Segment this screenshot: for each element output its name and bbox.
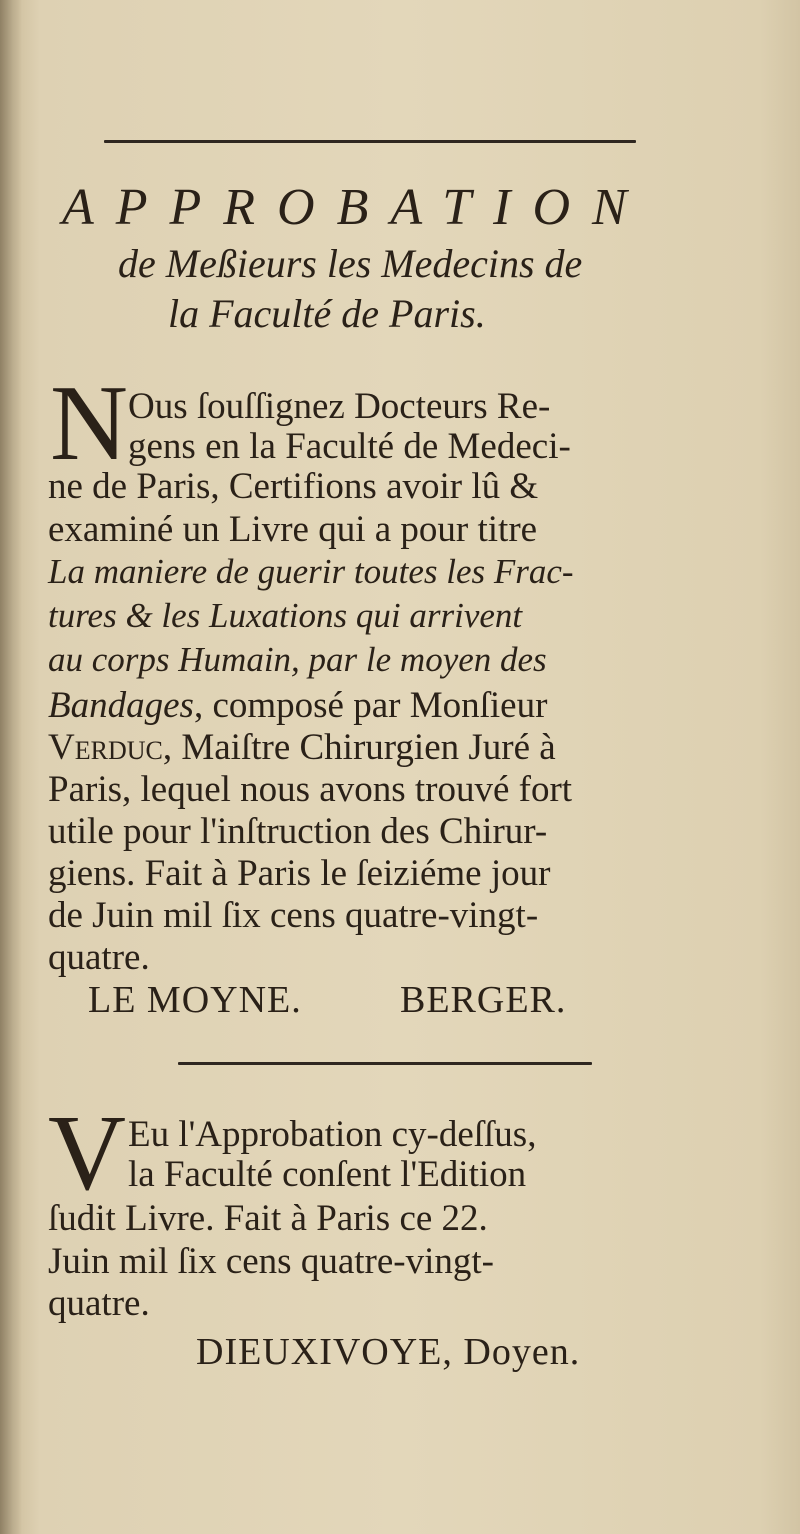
approbation-line-2: gens en la Faculté de Medeci- [128,426,571,467]
faculty-line-2: la Faculté conſent l'Edition [128,1154,527,1195]
page-gutter [0,0,22,1534]
signature-berger: BERGER. [400,979,567,1021]
middle-rule [178,1062,592,1065]
approbation-line-4: examiné un Livre qui a pour titre [48,509,538,550]
approbation-line-11: utile pour l'inſtruction des Chirur- [48,811,548,852]
approbation-subtitle-line2: la Faculté de Paris. [168,291,486,336]
faculty-line-3: ſudit Livre. Fait à Paris ce 22. [48,1198,488,1239]
approbation-line-12: giens. Fait à Paris le ſeiziéme jour [48,853,551,894]
faculty-dropcap: V [48,1094,126,1213]
approbation-heading: APPROBATION [62,179,649,236]
approbation-line-9 [48,726,648,769]
approbation-line-10: Paris, lequel nous avons trouvé fort [48,769,573,810]
approbation-line-5: La maniere de guerir toutes les Frac- [48,552,574,591]
book-title-end: Bandages [48,685,194,726]
approbation-line-6: tures & les Luxations qui arrivent [48,596,523,635]
approbation-line-8-text: , composé par Monſieur [193,685,548,726]
top-rule [104,140,636,143]
approbation-line-8 [48,684,648,727]
faculty-line-5: quatre. [48,1283,150,1324]
approbation-line-1: Ous ſouſſignez Docteurs Re- [128,386,551,427]
approbation-line-3: ne de Paris, Certifions avoir lû & [48,466,539,507]
approbation-subtitle-line1: de Meßieurs les Medecins de [118,241,583,286]
faculty-line-4: Juin mil ſix cens quatre-vingt- [48,1241,494,1282]
signature-le-moyne: LE MOYNE. [88,979,302,1021]
approbation-line-14: quatre. [48,937,150,978]
author-name: Verduc [48,727,163,768]
faculty-line-1: Eu l'Approbation cy-deſſus, [128,1114,537,1155]
signature-dieuxivoye: DIEUXIVOYE, Doyen. [196,1331,581,1373]
approbation-dropcap: N [50,364,128,483]
approbation-line-9-text: , Maiſtre Chirurgien Juré à [162,727,556,768]
approbation-line-7: au corps Humain, par le moyen des [48,640,547,679]
approbation-line-13: de Juin mil ſix cens quatre-vingt- [48,895,539,936]
